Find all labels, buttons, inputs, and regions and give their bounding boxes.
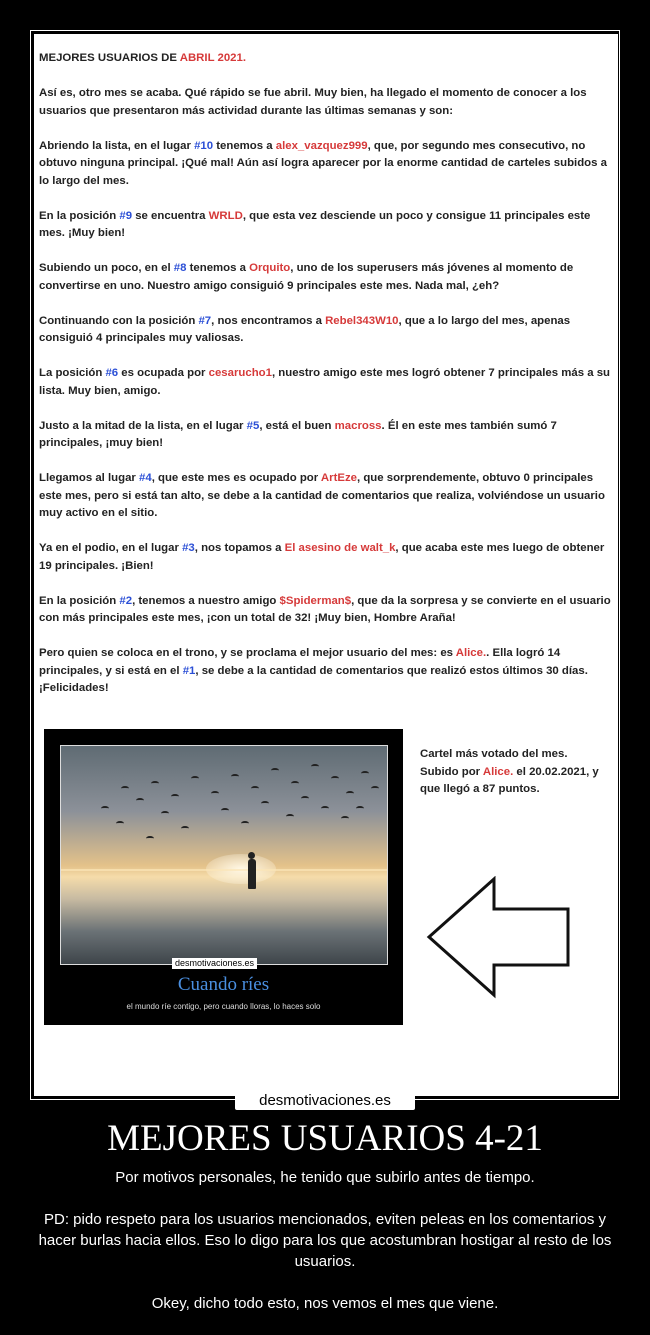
ranking-entry <box>39 365 613 400</box>
entry-text: , que sorprendemente, obtuvo 0 principales este mes, pero si está tan alto, se debe a la cantidad de comentarios que realiza, volviéndose un usuario muy activo en el sitio. <box>39 472 605 519</box>
bird <box>361 771 369 776</box>
sunset-photo <box>60 745 388 965</box>
entry-text: Llegamos al lugar <box>39 472 140 484</box>
entry-first-place: Pero quien se coloca en el trono, y se proclama el mejor usuario del mes: es Alice.. Ella logró 14 principales, y si está en el #1, se debe a la cantidad de comentarios que realizó estos últimos 30 días. ¡Felicidades! <box>39 647 588 694</box>
bird <box>271 768 279 773</box>
entry-text: En la posición <box>39 594 120 607</box>
entry-text: , que esta vez desciende un poco y consigue 11 principales este mes. ¡Muy bien! <box>39 209 591 239</box>
user-name: ArtEze <box>320 472 357 484</box>
rank-number: #1 <box>182 664 196 677</box>
user-name: Rebel343W10 <box>325 314 399 327</box>
entry-text: , que a lo largo del mes, apenas consiguió 4 principales muy valiosas. <box>39 314 571 344</box>
bird <box>311 764 319 769</box>
rank-number: #3 <box>182 542 195 554</box>
ranking-entry <box>39 418 613 453</box>
entry-text: , uno de los superusers más jóvenes al momento de convertirse en uno. Nuestro amigo consiguió 9 principales este mes. Nada mal, ¿eh? <box>39 262 574 292</box>
entry-text: . Él en este mes también sumó 7 principales, ¡muy bien! <box>39 419 557 449</box>
entry-text: es ocupada por <box>118 367 209 379</box>
bird <box>251 786 259 791</box>
poster-heading: MEJORES USUARIOS DE ABRIL 2021. <box>39 52 246 64</box>
rank-number: #4 <box>139 472 152 484</box>
bird <box>101 806 109 811</box>
bird <box>231 774 239 779</box>
entry-text: , que este mes es ocupado por <box>151 472 321 484</box>
entry-text: se encuentra <box>132 209 209 222</box>
rank-number: #7 <box>198 314 212 327</box>
entry-text: En la posición <box>39 209 120 222</box>
bird <box>291 781 299 786</box>
bird <box>301 796 309 801</box>
bird <box>286 814 294 819</box>
user-name: Alice. <box>455 647 487 659</box>
bird <box>136 798 144 803</box>
horizon <box>61 869 387 871</box>
bird <box>161 811 169 816</box>
top-poster-caption <box>420 746 610 799</box>
poster-intro: Así es, otro mes se acaba. Qué rápido se fue abril. Muy bien, ha llegado el momento de conocer a los usuarios que presentaron más actividad durante las últimas semanas y son: <box>39 87 587 117</box>
bird <box>171 794 179 799</box>
bird <box>191 776 199 781</box>
entry-text: , está el buen <box>259 419 335 432</box>
left-arrow-icon <box>426 876 572 1002</box>
user-name: WRLD <box>208 209 243 222</box>
entry-text: , que da la sorpresa y se convierte en el usuario con más principales este mes, ¡con un total de 32! ¡Muy bien, Hombre Araña! <box>39 594 611 624</box>
bird <box>146 836 154 841</box>
bird <box>241 821 249 826</box>
inner-site-label: desmotivaciones.es <box>172 958 257 969</box>
bird <box>211 791 219 796</box>
bird <box>116 821 124 826</box>
poster <box>34 34 618 1096</box>
entry-text: , nos topamos a <box>194 542 285 554</box>
entry-text: , que acaba este mes luego de obtener 19 principales. ¡Bien! <box>39 542 605 572</box>
ranking-entry <box>39 260 613 295</box>
user-name: El asesino de walt_k <box>284 542 396 554</box>
site-logo[interactable]: desmotivaciones.es <box>235 1091 415 1110</box>
description-paragraph: Okey, dicho todo esto, nos vemos el mes que viene. <box>151 1295 499 1312</box>
entry-text: Ya en el podio, en el lugar <box>39 542 183 554</box>
ranking-entry <box>39 138 613 191</box>
rank-number: #9 <box>119 209 133 222</box>
description-paragraph: Por motivos personales, he tenido que subirlo antes de tiempo. <box>115 1169 535 1186</box>
entry-text: Abriendo la lista, en el lugar <box>39 139 195 152</box>
entry-text: La posición <box>39 367 106 379</box>
entry-text: , que, por segundo mes consecutivo, no obtuvo ninguna principal. ¡Qué mal! Aún así logra aparecer por la enorme cantidad de carteles subidos a lo largo del mes. <box>39 139 607 187</box>
rank-number: #10 <box>194 139 214 152</box>
description-paragraph: PD: pido respeto para los usuarios mencionados, eviten peleas en los comentarios y hacer burlas hacia ellos. Eso lo digo para los que acostumbran hostigar al resto de los usuarios. <box>38 1211 612 1270</box>
person-silhouette-head <box>248 852 255 859</box>
bird <box>121 786 129 791</box>
top-poster-image[interactable] <box>44 729 403 1025</box>
ranking-entry <box>39 313 613 348</box>
poster-content <box>39 50 613 698</box>
ranking-entry <box>39 540 613 575</box>
entry-text: tenemos a <box>186 262 250 274</box>
bird <box>331 776 339 781</box>
bird <box>341 816 349 821</box>
entry-text: , nuestro amigo este mes logró obtener 7 principales más a su lista. Muy bien, amigo. <box>39 367 610 397</box>
caption-user: Alice. <box>482 765 514 778</box>
caption-upload: Subido por Alice. el 20.02.2021, y que llegó a 87 puntos. <box>420 765 599 795</box>
inner-poster-title: Cuando ríes <box>177 974 270 995</box>
entry-text: Subiendo un poco, en el <box>39 262 174 274</box>
entry-text: , tenemos a nuestro amigo <box>132 594 280 607</box>
bird <box>261 801 269 806</box>
entries-list <box>39 138 613 628</box>
caption-line: Cartel más votado del mes. <box>420 748 568 760</box>
bird <box>371 786 379 791</box>
bird <box>346 791 354 796</box>
entry-text: , nos encontramos a <box>211 314 326 327</box>
user-name: alex_vazquez999 <box>275 139 368 152</box>
user-name: macross <box>334 419 382 432</box>
bird <box>356 806 364 811</box>
bird <box>181 826 189 831</box>
ranking-entry <box>39 593 613 628</box>
bird <box>221 808 229 813</box>
rank-number: #8 <box>173 262 187 274</box>
rank-number: #6 <box>105 367 119 379</box>
entry-text: Justo a la mitad de la lista, en el lugar <box>39 419 247 432</box>
ranking-entry <box>39 208 613 243</box>
entry-text: tenemos a <box>213 139 276 152</box>
person-silhouette <box>248 859 256 889</box>
rank-number: #5 <box>246 419 260 432</box>
inner-poster-subtitle: el mundo ríe contigo, pero cuando lloras, lo haces solo <box>126 1002 321 1011</box>
poster-description <box>30 1167 620 1314</box>
entry-text: Continuando con la posición <box>39 314 199 327</box>
bird <box>321 806 329 811</box>
user-name: $Spiderman$ <box>279 594 352 607</box>
bird <box>151 781 159 786</box>
page-title: MEJORES USUARIOS 4-21 <box>107 1118 543 1159</box>
ranking-entry <box>39 470 613 523</box>
user-name: cesarucho1 <box>208 367 272 379</box>
rank-number: #2 <box>119 594 133 607</box>
user-name: Orquito <box>249 262 291 274</box>
